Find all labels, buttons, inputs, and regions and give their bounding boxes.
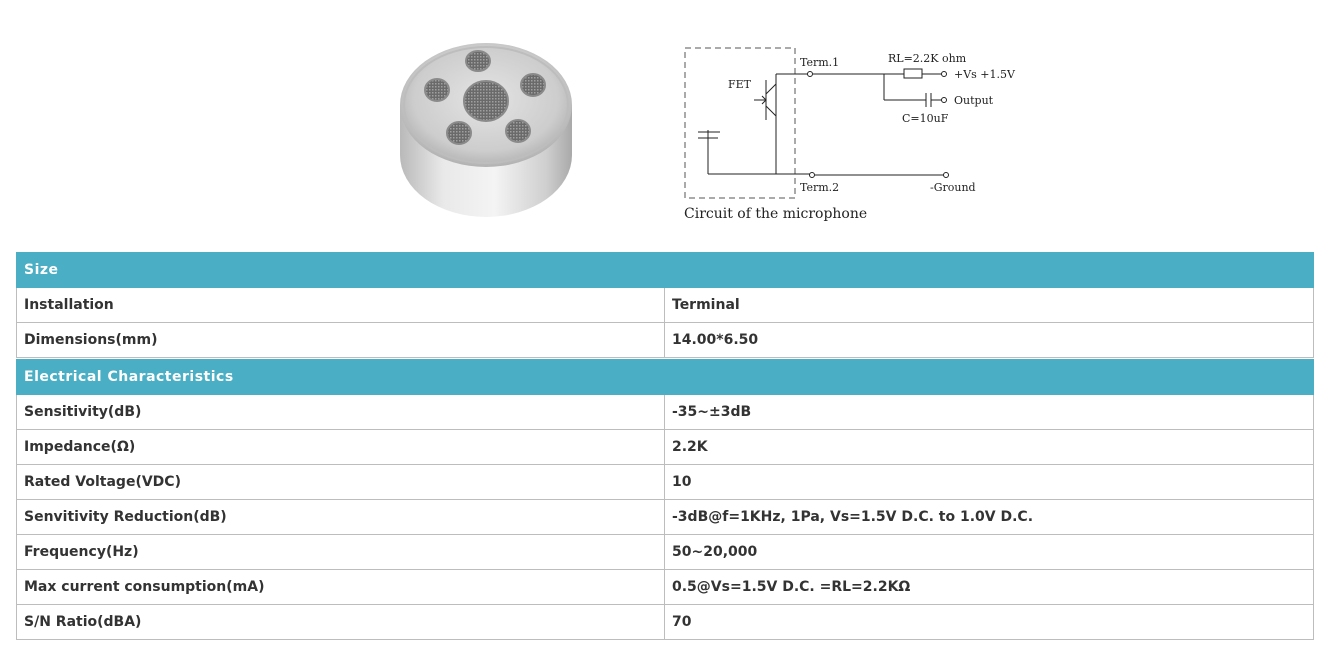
section-title: Electrical Characteristics [17, 360, 1314, 395]
output-label: Output [954, 94, 994, 107]
row-label: Dimensions(mm) [17, 323, 665, 358]
ground-label: -Ground [930, 181, 976, 194]
table-row [17, 430, 1314, 465]
row-value: -35~±3dB [665, 395, 1314, 430]
row-value: Terminal [665, 288, 1314, 323]
rl-label: RL=2.2K ohm [888, 52, 967, 65]
row-label: Senvitivity Reduction(dB) [17, 500, 665, 535]
capacitor-label: C=10uF [902, 112, 949, 125]
row-value: 0.5@Vs=1.5V D.C. =RL=2.2KΩ [665, 570, 1314, 605]
row-value: 70 [665, 605, 1314, 640]
table-row [17, 535, 1314, 570]
vs-label: +Vs +1.5V [954, 68, 1015, 81]
circuit-diagram [680, 44, 1020, 229]
product-figure-area [0, 0, 1324, 250]
term1-label: Term.1 [800, 56, 840, 69]
microphone-image [396, 35, 576, 220]
row-label: Rated Voltage(VDC) [17, 465, 665, 500]
table-row [17, 570, 1314, 605]
row-label: Installation [17, 288, 665, 323]
table-row [17, 288, 1314, 323]
circuit-caption: Circuit of the microphone [684, 206, 868, 222]
spec-table [16, 252, 1314, 640]
row-label: Max current consumption(mA) [17, 570, 665, 605]
row-label: Impedance(Ω) [17, 430, 665, 465]
row-label: Sensitivity(dB) [17, 395, 665, 430]
term2-label: Term.2 [800, 181, 840, 194]
table-row [17, 605, 1314, 640]
fet-label: FET [728, 78, 751, 91]
row-value: 14.00*6.50 [665, 323, 1314, 358]
row-value: 2.2K [665, 430, 1314, 465]
row-value: 50~20,000 [665, 535, 1314, 570]
section-header-electrical [17, 360, 1314, 395]
row-label: S/N Ratio(dBA) [17, 605, 665, 640]
table-row [17, 465, 1314, 500]
table-row [17, 395, 1314, 430]
section-header-size [17, 253, 1314, 288]
row-value: 10 [665, 465, 1314, 500]
table-row [17, 323, 1314, 358]
row-label: Frequency(Hz) [17, 535, 665, 570]
section-title: Size [17, 253, 1314, 288]
table-row [17, 500, 1314, 535]
row-value: -3dB@f=1KHz, 1Pa, Vs=1.5V D.C. to 1.0V D.C. [665, 500, 1314, 535]
